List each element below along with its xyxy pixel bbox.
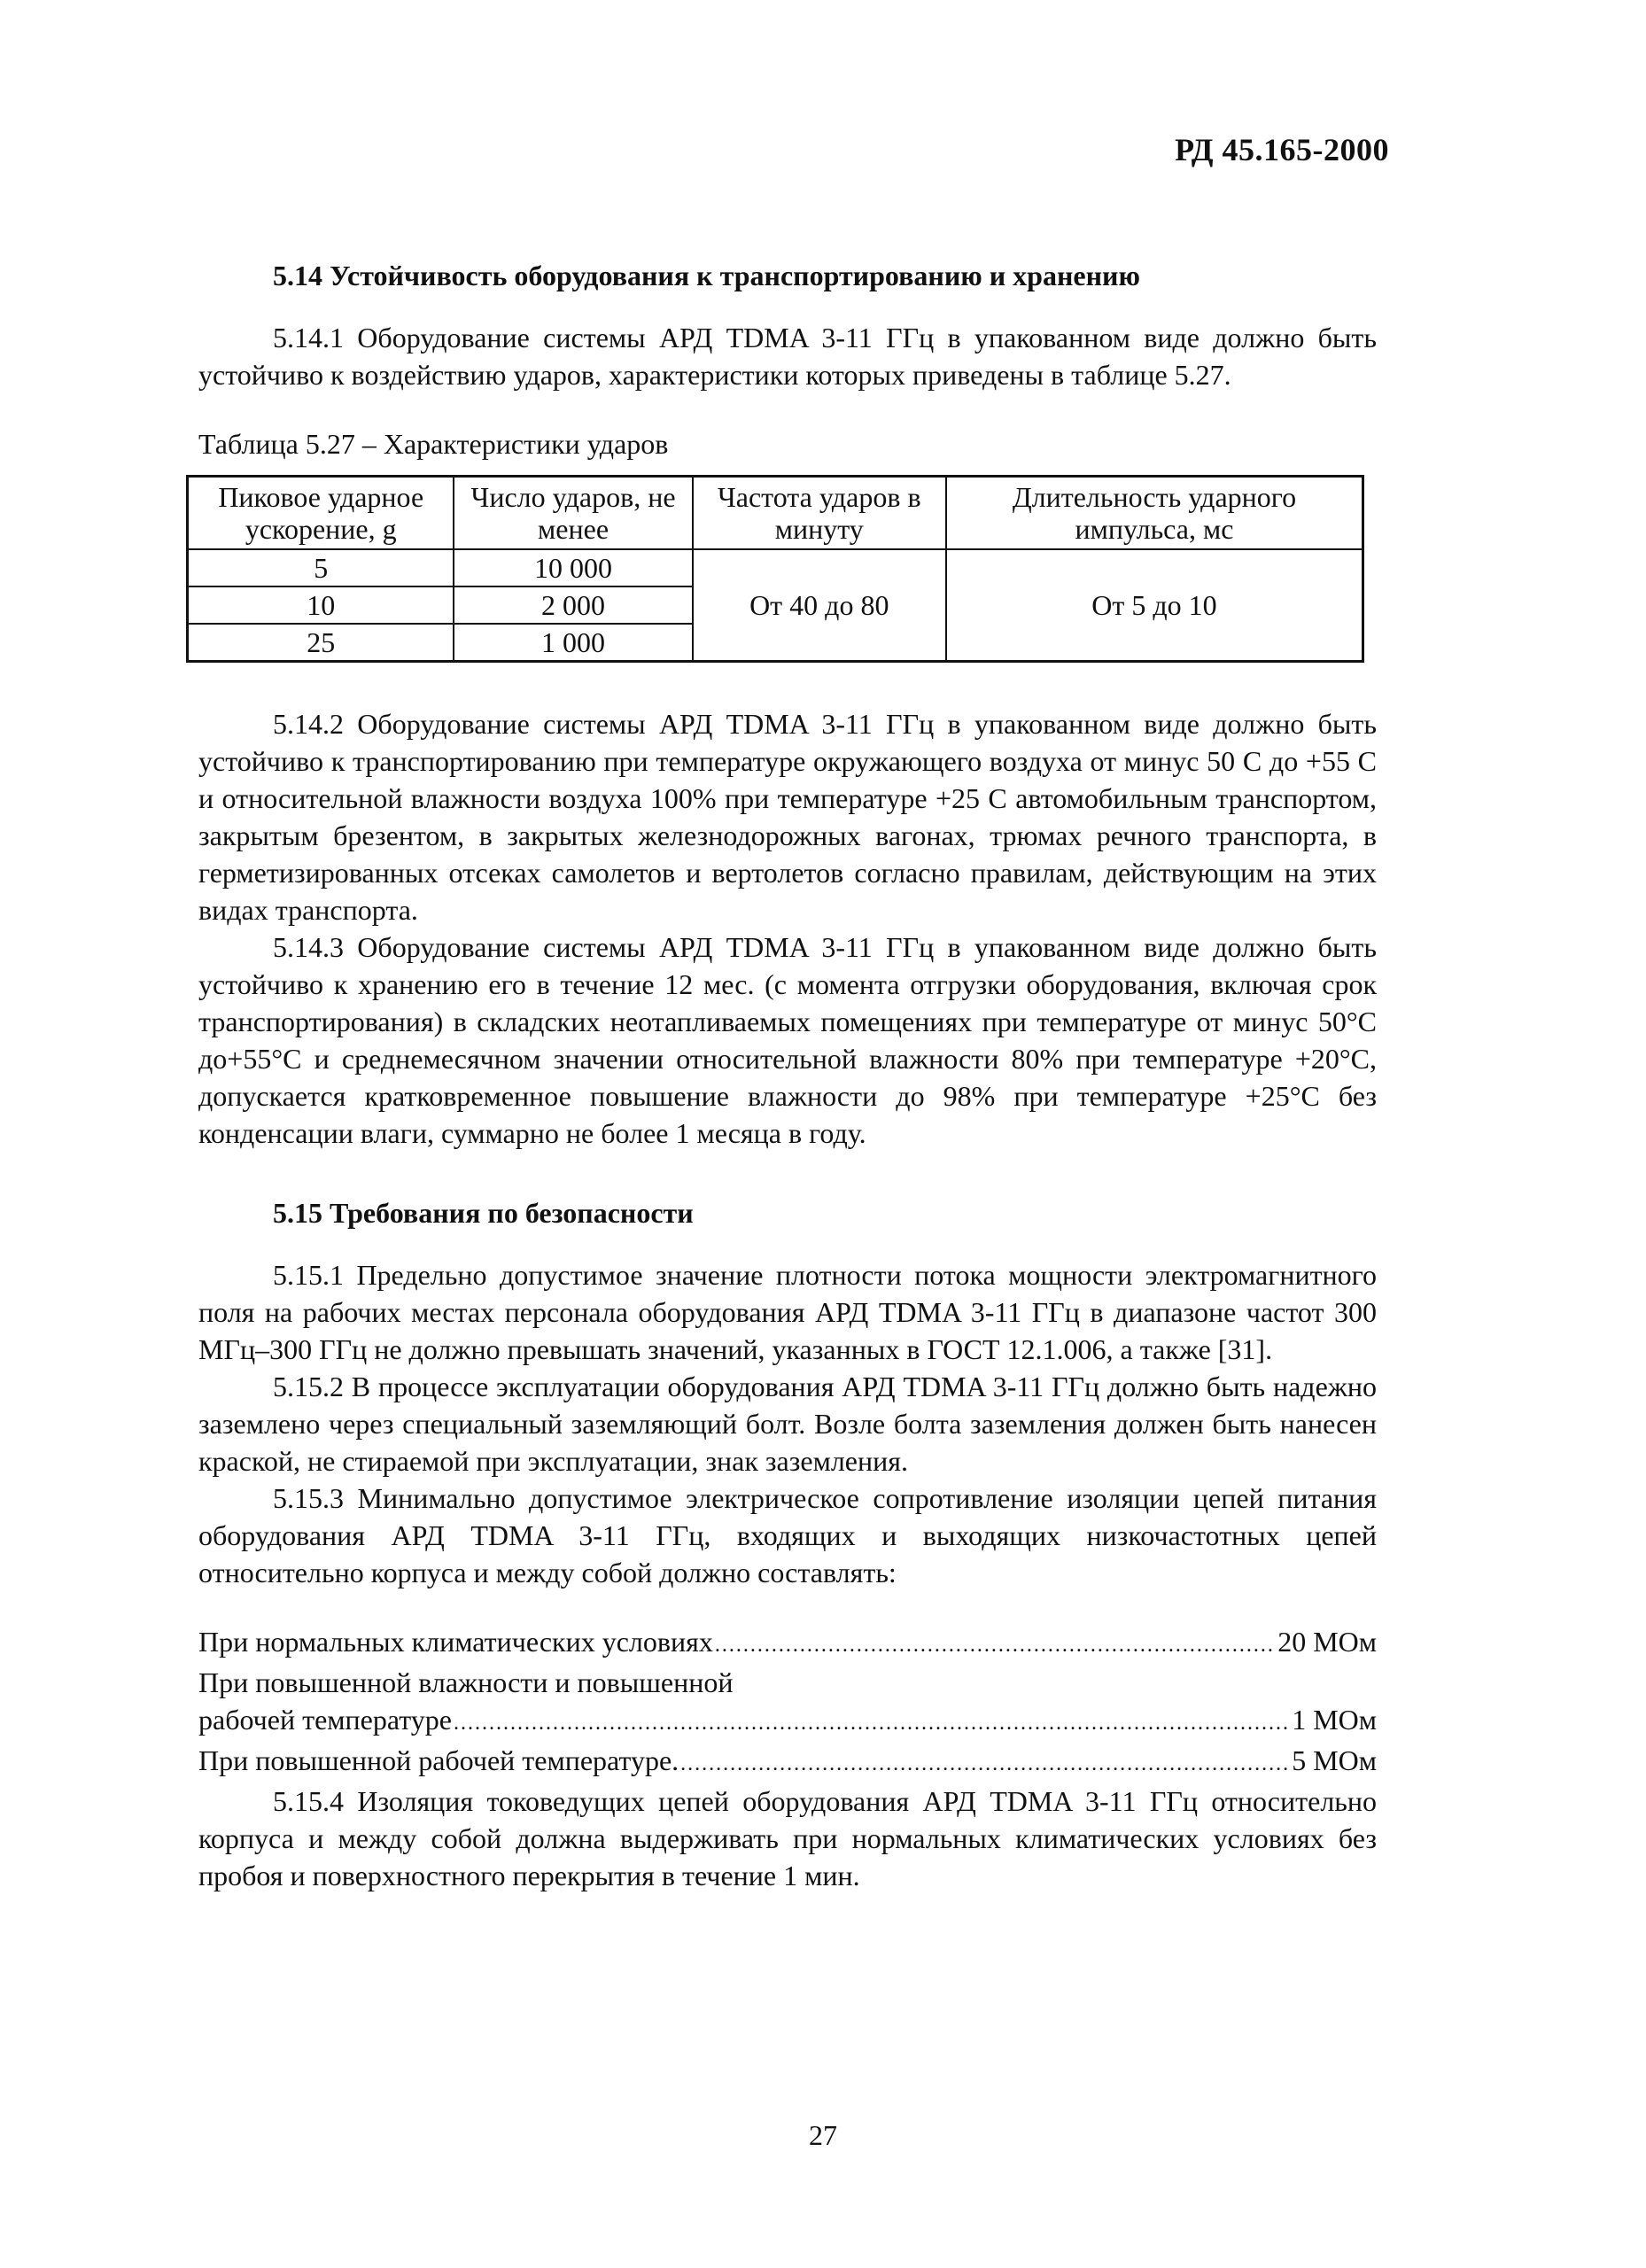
cell-duration-merged: От 5 до 10	[946, 549, 1363, 662]
paragraph-5-14-1: 5.14.1 Оборудование системы АРД TDMA 3-11 ГГц в упакованном виде должно быть устойчиво к воздействию ударов, характеристики которых приведены в таблице 5.27.	[198, 322, 1377, 391]
resistance-hot-label: При повышенной рабочей температуре.	[198, 1744, 679, 1776]
cell-frequency-merged: От 40 до 80	[693, 549, 946, 662]
resistance-humid-line1: При повышенной влажности и повышенной	[198, 1666, 734, 1698]
cell-count: 2 000	[454, 586, 692, 624]
header-shock-frequency: Частота ударов в минуту	[693, 477, 946, 550]
resistance-humid-row	[198, 1701, 1377, 1742]
resistance-humid-value: 1 МОм	[1292, 1704, 1377, 1736]
dot-leader	[454, 1701, 1290, 1742]
header-peak-acceleration: Пиковое ударное ускорение, g	[188, 477, 454, 550]
shock-characteristics-table	[186, 475, 1364, 663]
resistance-normal-value: 20 МОм	[1277, 1626, 1377, 1658]
paragraph-5-15-3: 5.15.3 Минимально допустимое электрическое сопротивление изоляции цепей питания оборудования АРД TDMA 3-11 ГГц, входящих и выходящих низкочастотных цепей относительно корпуса и между собой должно составлять:	[198, 1482, 1377, 1588]
resistance-hot-row	[198, 1742, 1377, 1783]
section-5-14-heading: 5.14 Устойчивость оборудования к транспортированию и хранению	[273, 260, 1140, 291]
table-row	[188, 549, 1363, 586]
resistance-normal-label: При нормальных климатических условиях	[198, 1626, 713, 1658]
paragraph-5-14-2: 5.14.2 Оборудование системы АРД TDMA 3-11 ГГц в упакованном виде должно быть устойчиво к транспортированию при температуре окружающего воздуха от минус 50 С до +55 С и относительной влажности воздуха 100% при температуре +25 С автомобильным транспортом, закрытым брезентом, в закрытых железнодорожных вагонах, трюмах речного транспорта, в герметизированных отсеках самолетов и вертолетов согласно правилам, действующим на этих видах транспорта.	[198, 708, 1377, 926]
table-caption: Таблица 5.27 – Характеристики ударов	[198, 428, 669, 460]
dot-leader	[680, 1742, 1290, 1783]
page-content	[198, 257, 1377, 1894]
page-number: 27	[809, 2119, 837, 2151]
paragraph-5-14-3: 5.14.3 Оборудование системы АРД TDMA 3-11 ГГц в упакованном виде должно быть устойчиво к хранению его в течение 12 мес. (с момента отгрузки оборудования, включая срок транспортирования) в складских неотапливаемых помещениях при температуре от минус 50°С до+55°С и среднемесячном значении относительной влажности 80% при температуре +20°С, допускается кратковременное повышение влажности до 98% при температуре +25°С без конденсации влаги, суммарно не более 1 месяца в году.	[198, 931, 1377, 1149]
paragraph-5-15-2: 5.15.2 В процессе эксплуатации оборудования АРД TDMA 3-11 ГГц должно быть надежно заземлено через специальный заземляющий болт. Возле болта заземления должен быть нанесен краской, не стираемой при эксплуатации, знак заземления.	[198, 1371, 1377, 1477]
paragraph-5-15-4: 5.15.4 Изоляция токоведущих цепей оборудования АРД TDMA 3-11 ГГц относительно корпуса и между собой должна выдерживать при нормальных климатических условиях без пробоя и поверхностного перекрытия в течение 1 мин.	[198, 1785, 1377, 1891]
resistance-humid-label: рабочей температуре	[198, 1704, 452, 1736]
header-shock-count: Число ударов, не менее	[454, 477, 692, 550]
header-pulse-duration: Длительность ударного импульса, мс	[946, 477, 1363, 550]
cell-acceleration: 25	[188, 624, 454, 662]
cell-count: 10 000	[454, 549, 692, 586]
section-5-15-heading: 5.15 Требования по безопасности	[273, 1197, 694, 1229]
cell-acceleration: 5	[188, 549, 454, 586]
document-code: РД 45.165-2000	[1175, 132, 1389, 167]
table-header-row	[188, 477, 1363, 550]
dot-leader	[715, 1623, 1276, 1664]
paragraph-5-15-1: 5.15.1 Предельно допустимое значение плотности потока мощности электромагнитного поля на рабочих местах персонала оборудования АРД TDMA 3-11 ГГц в диапазоне частот 300 МГц–300 ГГц не должно превышать значений, указанных в ГОСТ 12.1.006, а также [31].	[198, 1259, 1377, 1365]
resistance-normal-row	[198, 1623, 1377, 1664]
cell-count: 1 000	[454, 624, 692, 662]
resistance-hot-value: 5 МОм	[1292, 1744, 1377, 1776]
cell-acceleration: 10	[188, 586, 454, 624]
